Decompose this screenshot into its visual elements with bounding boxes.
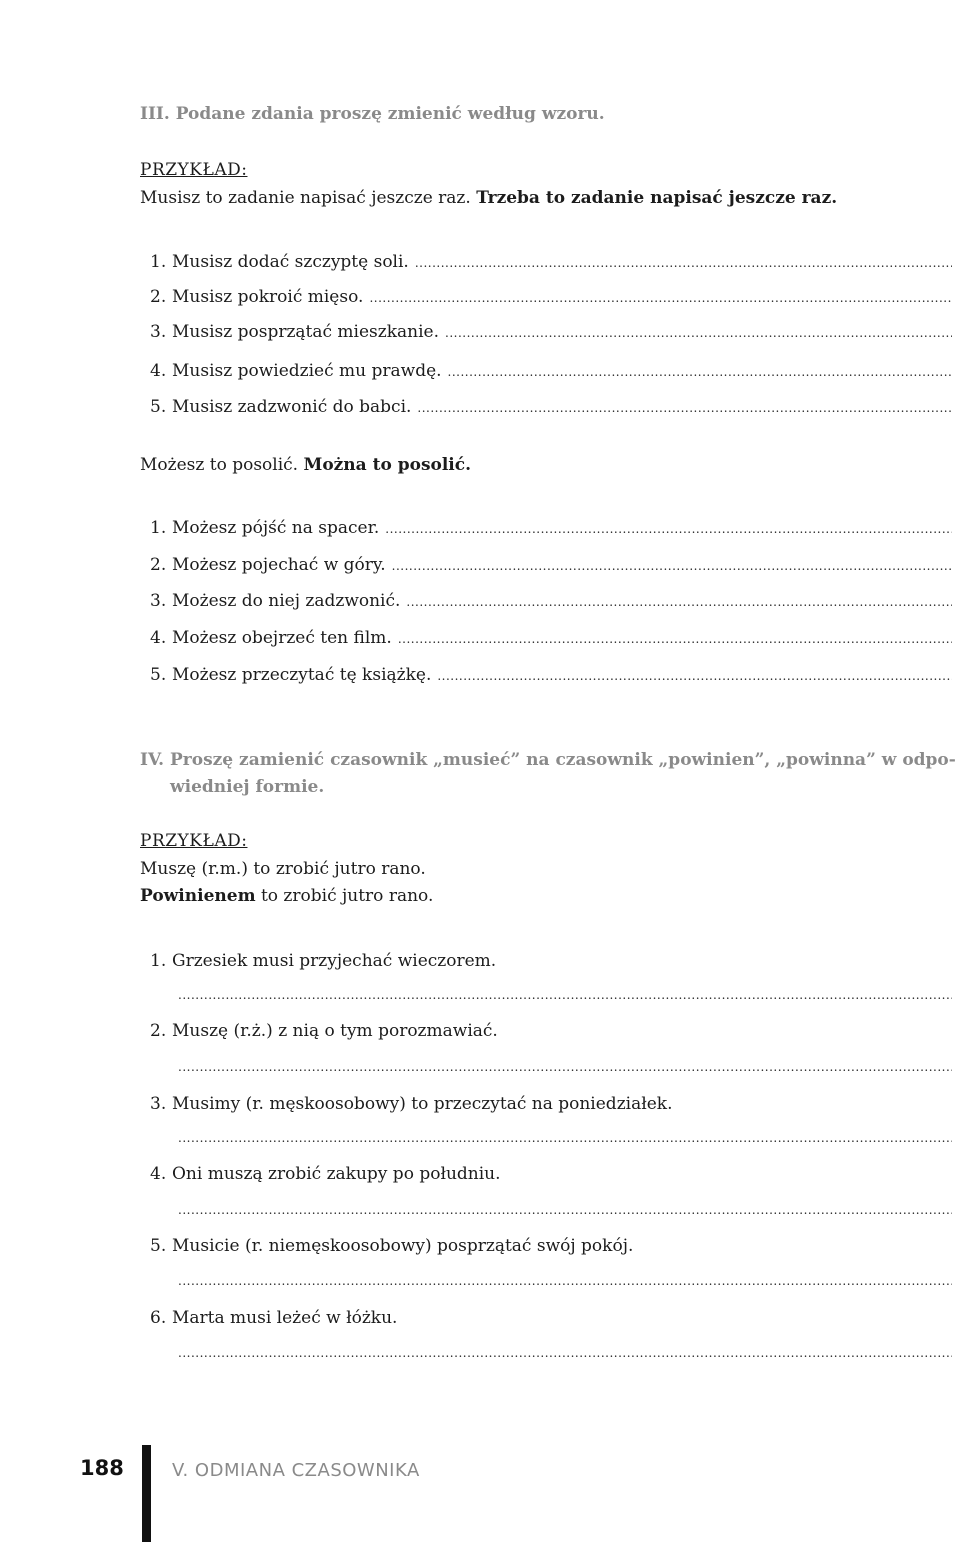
section-4-heading-line1: IV. Proszę zamienić czasownik „musieć” na czasownik „powinien”, „powinna” w odpo- [140,750,956,770]
example2-sentence [140,455,471,475]
list-item[interactable] [150,397,952,417]
list-item [150,1236,633,1256]
item-text: Możesz obejrzeć ten film. [172,628,392,648]
footer-divider-bar [142,1445,151,1542]
list-item [150,1308,397,1328]
list-item[interactable] [150,287,952,307]
answer-dots[interactable] [406,591,952,611]
item-text: Możesz przeczytać tę książkę. [172,665,432,685]
item-text: Marta musi leżeć w łóżku. [172,1308,398,1328]
item-text: Musisz powiedzieć mu prawdę. [172,361,442,381]
section-4-heading-line2: wiedniej formie. [170,777,325,797]
example-bold: Trzeba to zadanie napisać jeszcze raz. [476,188,838,208]
answer-dots[interactable] [417,397,952,417]
answer-dots[interactable] [437,665,952,685]
answer-line[interactable] [178,1342,952,1362]
item-text: Musimy (r. męskoosobowy) to przeczytać na poniedziałek. [172,1094,673,1114]
answer-dots[interactable] [445,322,952,342]
answer-dots[interactable] [448,361,952,381]
item-text: Musisz posprzątać mieszkanie. [172,322,440,342]
section-3-heading: III. Podane zdania proszę zmienić według wzoru. [140,104,605,124]
item-number: 1. [150,518,167,538]
item-number: 2. [150,555,167,575]
answer-dots[interactable] [385,518,952,538]
answer-dots[interactable] [392,555,952,575]
item-number: 4. [150,1164,167,1184]
item-number: 5. [150,665,167,685]
list-item[interactable] [150,252,952,272]
answer-dots[interactable] [415,252,952,272]
example-sentence [140,188,837,208]
item-number: 1. [150,951,167,971]
item-text: Musisz pokroić mięso. [172,287,364,307]
item-number: 4. [150,628,167,648]
chapter-title: V. ODMIANA CZASOWNIKA [172,1460,420,1481]
item-number: 3. [150,1094,167,1114]
list-item[interactable] [150,628,952,648]
example2-plain: Możesz to posolić. [140,455,299,475]
list-item[interactable] [150,322,952,342]
list-item [150,1164,501,1184]
list-item[interactable] [150,555,952,575]
answer-line[interactable] [178,1056,952,1076]
example-4-rest: to zrobić jutro rano. [255,886,434,906]
item-number: 4. [150,361,167,381]
example-4-line2 [140,886,433,906]
example-plain: Musisz to zadanie napisać jeszcze raz. [140,188,471,208]
list-item[interactable] [150,361,952,381]
answer-line[interactable] [178,1127,952,1147]
item-text: Oni muszą zrobić zakupy po południu. [172,1164,501,1184]
item-number: 5. [150,1236,167,1256]
example-label-text: PRZYKŁAD: [140,160,248,180]
item-text: Musicie (r. niemęskoosobowy) posprzątać swój pokój. [172,1236,634,1256]
example-4-line1: Muszę (r.m.) to zrobić jutro rano. [140,859,426,879]
item-text: Możesz pójść na spacer. [172,518,380,538]
answer-line[interactable] [178,1199,952,1219]
item-number: 2. [150,287,167,307]
list-item [150,1021,498,1041]
list-item[interactable] [150,591,952,611]
answer-dots[interactable] [398,628,952,648]
example2-bold: Można to posolić. [303,455,472,475]
example-label-text: PRZYKŁAD: [140,831,248,851]
item-text: Musisz dodać szczyptę soli. [172,252,409,272]
list-item[interactable] [150,665,952,685]
item-text: Muszę (r.ż.) z nią o tym porozmawiać. [172,1021,498,1041]
page-number: 188 [80,1456,124,1480]
list-item[interactable] [150,518,952,538]
list-item [150,1094,673,1114]
item-text: Możesz do niej zadzwonić. [172,591,401,611]
example-label-4 [140,831,247,851]
example-label [140,160,247,180]
item-number: 3. [150,322,167,342]
item-number: 2. [150,1021,167,1041]
item-number: 1. [150,252,167,272]
list-item [150,951,496,971]
item-number: 5. [150,397,167,417]
item-number: 3. [150,591,167,611]
item-number: 6. [150,1308,167,1328]
item-text: Grzesiek musi przyjechać wieczorem. [172,951,497,971]
answer-dots[interactable] [369,287,952,307]
answer-line[interactable] [178,1270,952,1290]
item-text: Możesz pojechać w góry. [172,555,386,575]
example-4-bold: Powinienem [140,886,256,906]
item-text: Musisz zadzwonić do babci. [172,397,412,417]
answer-line[interactable] [178,984,952,1004]
